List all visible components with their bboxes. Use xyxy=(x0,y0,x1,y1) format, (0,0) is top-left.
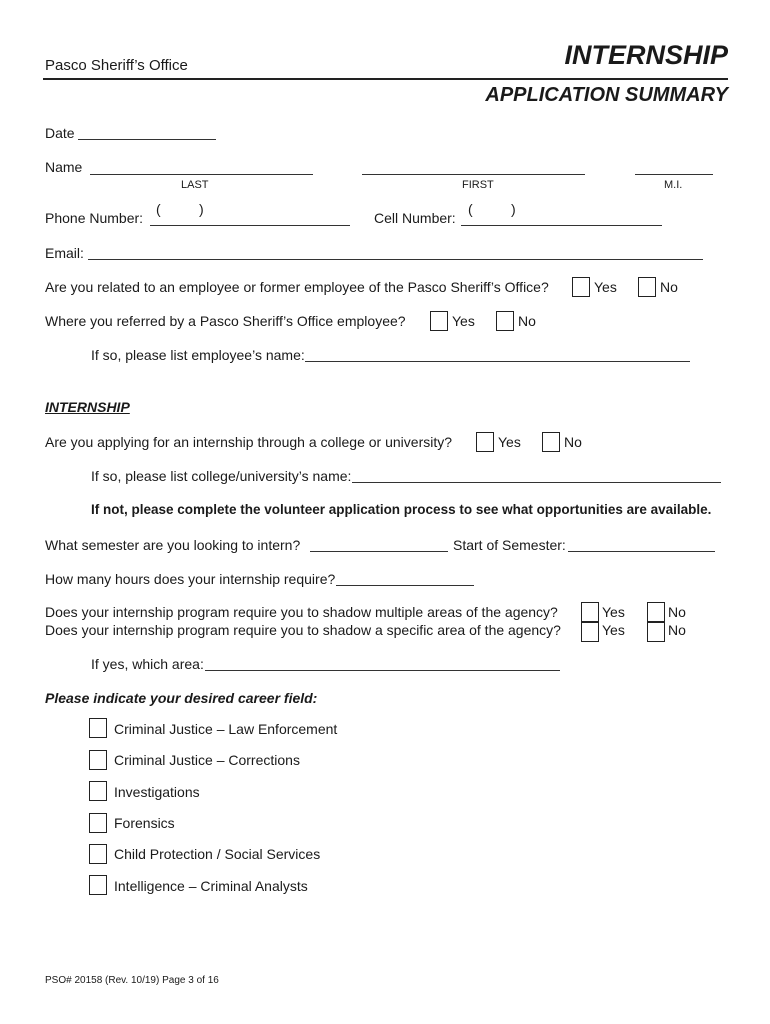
cell-label: Cell Number: xyxy=(374,210,456,226)
college-yes-label: Yes xyxy=(498,434,521,450)
hours-field[interactable] xyxy=(336,585,474,586)
college-question: Are you applying for an internship through a college or university? xyxy=(45,434,453,450)
referred-question: Where you referred by a Pasco Sheriff’s Office employee? xyxy=(45,313,406,329)
career-heading: Please indicate your desired career field: xyxy=(45,690,318,706)
email-field[interactable] xyxy=(88,259,703,260)
cell-paren-close: ) xyxy=(511,201,516,217)
college-name-label: If so, please list college/university’s name: xyxy=(91,468,352,484)
mi-field[interactable] xyxy=(635,174,713,175)
first-name-field[interactable] xyxy=(362,174,585,175)
related-yes-label: Yes xyxy=(594,279,617,295)
footer-form-id: PSO# 20158 (Rev. 10/19) Page 3 of 16 xyxy=(45,975,219,986)
cell-field[interactable] xyxy=(461,225,662,226)
career-option-label: Criminal Justice – Law Enforcement xyxy=(114,721,338,737)
career-option-checkbox[interactable] xyxy=(89,718,107,738)
shadow-multiple-no-checkbox[interactable] xyxy=(647,602,665,622)
career-option-checkbox[interactable] xyxy=(89,750,107,770)
college-name-field[interactable] xyxy=(352,482,721,483)
shadow-multiple-no-label: No xyxy=(668,604,686,620)
referred-no-checkbox[interactable] xyxy=(496,311,514,331)
start-semester-label: Start of Semester: xyxy=(453,537,566,553)
career-option-checkbox[interactable] xyxy=(89,844,107,864)
referred-yes-checkbox[interactable] xyxy=(430,311,448,331)
email-label: Email: xyxy=(45,245,84,261)
cell-paren-open: ( xyxy=(468,201,473,217)
date-field[interactable] xyxy=(78,139,216,140)
phone-field[interactable] xyxy=(150,225,350,226)
employee-name-field[interactable] xyxy=(305,361,690,362)
which-area-field[interactable] xyxy=(205,670,560,671)
semester-field[interactable] xyxy=(310,551,448,552)
which-area-label: If yes, which area: xyxy=(91,656,204,672)
employee-name-label: If so, please list employee’s name: xyxy=(91,347,305,363)
shadow-multiple-question: Does your internship program require you to shadow multiple areas of the agency? xyxy=(45,604,558,620)
career-option-label: Criminal Justice – Corrections xyxy=(114,752,300,768)
semester-label: What semester are you looking to intern? xyxy=(45,537,301,553)
phone-label: Phone Number: xyxy=(45,210,144,226)
shadow-multiple-yes-label: Yes xyxy=(602,604,625,620)
header-divider xyxy=(43,78,728,80)
career-option-label: Child Protection / Social Services xyxy=(114,846,321,862)
last-name-field[interactable] xyxy=(90,174,313,175)
career-option-label: Forensics xyxy=(114,815,175,831)
form-title: INTERNSHIP xyxy=(564,40,728,70)
start-semester-field[interactable] xyxy=(568,551,715,552)
org-name: Pasco Sheriff’s Office xyxy=(45,57,188,74)
career-option-label: Investigations xyxy=(114,784,200,800)
related-yes-checkbox[interactable] xyxy=(572,277,590,297)
shadow-specific-yes-checkbox[interactable] xyxy=(581,622,599,642)
related-no-label: No xyxy=(660,279,678,295)
name-label: Name xyxy=(45,159,83,175)
shadow-specific-question: Does your internship program require you to shadow a specific area of the agency? xyxy=(45,622,561,638)
related-no-checkbox[interactable] xyxy=(638,277,656,297)
shadow-specific-no-checkbox[interactable] xyxy=(647,622,665,642)
referred-no-label: No xyxy=(518,313,536,329)
last-caption: LAST xyxy=(181,179,209,191)
date-label: Date xyxy=(45,125,75,141)
related-question: Are you related to an employee or former employee of the Pasco Sheriff’s Office? xyxy=(45,279,549,295)
career-option-checkbox[interactable] xyxy=(89,875,107,895)
college-yes-checkbox[interactable] xyxy=(476,432,494,452)
hours-label: How many hours does your internship require? xyxy=(45,571,336,587)
college-no-label: No xyxy=(564,434,582,450)
career-option-label: Intelligence – Criminal Analysts xyxy=(114,878,308,894)
career-option-checkbox[interactable] xyxy=(89,813,107,833)
form-subtitle: APPLICATION SUMMARY xyxy=(485,84,728,106)
first-caption: FIRST xyxy=(462,179,494,191)
phone-paren-open: ( xyxy=(156,201,161,217)
mi-caption: M.I. xyxy=(664,179,683,191)
phone-paren-close: ) xyxy=(199,201,204,217)
career-option-checkbox[interactable] xyxy=(89,781,107,801)
shadow-specific-yes-label: Yes xyxy=(602,622,625,638)
shadow-specific-no-label: No xyxy=(668,622,686,638)
volunteer-note: If not, please complete the volunteer application process to see what opportunities are available. xyxy=(91,502,712,517)
college-no-checkbox[interactable] xyxy=(542,432,560,452)
referred-yes-label: Yes xyxy=(452,313,475,329)
internship-section-title: INTERNSHIP xyxy=(45,399,130,415)
shadow-multiple-yes-checkbox[interactable] xyxy=(581,602,599,622)
